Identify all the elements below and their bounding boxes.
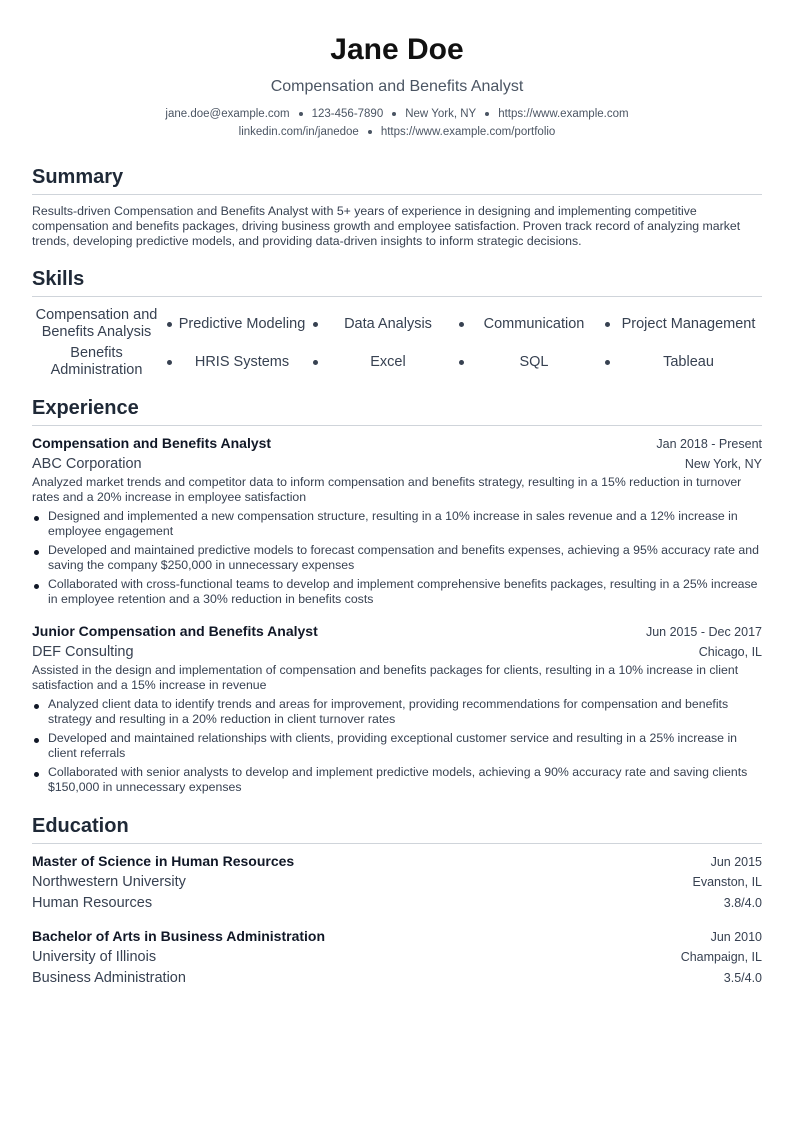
- separator-dot: [299, 112, 303, 116]
- list-item: [32, 765, 762, 795]
- contact-linkedin[interactable]: linkedin.com/in/janedoe: [238, 126, 359, 138]
- bullet-icon: [34, 772, 39, 777]
- education-school-row: [32, 872, 762, 893]
- bullet-text: Developed and maintained relationships with clients, providing exceptional customer service and resulting in a 25% increase in client referrals: [48, 731, 738, 760]
- job-company: DEF Consulting: [32, 644, 134, 660]
- skill-item: Data Analysis: [344, 315, 432, 332]
- education-location: Champaign, IL: [680, 950, 762, 964]
- summary-heading: Summary: [32, 166, 124, 188]
- section-divider: [32, 194, 762, 195]
- education-date: Jun 2010: [710, 930, 762, 944]
- bullet-text: Analyzed client data to identify trends and areas for improvement, providing recommendations for compensation and benefits strategy and resulting in a 20% reduction in client turnover rates: [48, 697, 729, 726]
- bullet-text: Designed and implemented a new compensation structure, resulting in a 10% increase in sales revenue and a 12% increase in employee engagement: [48, 509, 738, 538]
- skill-separator: [599, 305, 615, 343]
- bullet-text: Collaborated with cross-functional teams to develop and implement comprehensive benefits packages, resulting in a 25% increase in employee retention and a 30% reduction in benefits costs: [48, 577, 758, 606]
- education-gpa: 3.8/4.0: [723, 896, 762, 910]
- education-date: Jun 2015: [710, 855, 762, 869]
- resume-page: [32, 30, 762, 989]
- job-company: ABC Corporation: [32, 456, 142, 472]
- skills-grid: [32, 305, 762, 381]
- bullet-icon: [34, 584, 39, 589]
- job-location: New York, NY: [684, 457, 762, 471]
- contact-website[interactable]: https://www.example.com: [498, 108, 629, 120]
- skill-separator: [307, 305, 323, 343]
- experience-section: [32, 395, 762, 795]
- education-degree-row: [32, 851, 762, 872]
- education-field: Human Resources: [32, 895, 153, 911]
- skill-item: Communication: [483, 315, 585, 332]
- contact-line-2: [32, 123, 762, 141]
- job-dates: Jan 2018 - Present: [656, 437, 762, 451]
- skill-separator: [161, 343, 177, 381]
- education-degree: Bachelor of Arts in Business Administration: [32, 928, 326, 944]
- skill-separator: [453, 343, 469, 381]
- education-degree-row: [32, 926, 762, 947]
- skill-item: Predictive Modeling: [178, 315, 306, 332]
- list-item: [32, 731, 762, 761]
- separator-dot: [368, 130, 372, 134]
- job-entry: [32, 621, 762, 795]
- skill-item: SQL: [519, 353, 549, 370]
- skill-separator: [307, 343, 323, 381]
- resume-header: [32, 30, 762, 141]
- job-header: [32, 621, 762, 642]
- contact-phone[interactable]: 123-456-7890: [311, 108, 384, 120]
- skill-separator: [453, 305, 469, 343]
- education-entry: [32, 926, 762, 989]
- job-bullets: [32, 697, 762, 795]
- bullet-icon: [34, 516, 39, 521]
- separator-dot: [392, 112, 396, 116]
- contact-location: New York, NY: [405, 108, 477, 120]
- section-divider: [32, 425, 762, 426]
- education-entry: [32, 851, 762, 914]
- skill-separator: [161, 305, 177, 343]
- job-title: Compensation and Benefits Analyst: [32, 435, 272, 451]
- list-item: [32, 543, 762, 573]
- job-bullets: [32, 509, 762, 607]
- skill-item: Excel: [370, 353, 406, 370]
- skill-separator: [599, 343, 615, 381]
- contact-line-1: [32, 105, 762, 123]
- section-divider: [32, 843, 762, 844]
- job-location: Chicago, IL: [698, 645, 762, 659]
- education-field-row: [32, 968, 762, 989]
- list-item: [32, 509, 762, 539]
- experience-heading: Experience: [32, 397, 139, 419]
- list-item: [32, 577, 762, 607]
- bullet-icon: [34, 738, 39, 743]
- summary-section: [32, 164, 762, 249]
- bullet-icon: [34, 550, 39, 555]
- candidate-name: Jane Doe: [330, 33, 464, 66]
- candidate-title: Compensation and Benefits Analyst: [270, 78, 524, 95]
- job-company-row: [32, 642, 762, 663]
- skill-item: Tableau: [663, 353, 714, 370]
- separator-dot: [485, 112, 489, 116]
- skills-heading: Skills: [32, 268, 85, 290]
- job-title: Junior Compensation and Benefits Analyst: [32, 623, 318, 639]
- job-company-row: [32, 454, 762, 475]
- job-dates: Jun 2015 - Dec 2017: [645, 625, 762, 639]
- education-field-row: [32, 893, 762, 914]
- skill-item: Project Management: [621, 315, 756, 332]
- section-divider: [32, 296, 762, 297]
- job-entry: [32, 433, 762, 607]
- education-school: University of Illinois: [32, 949, 157, 965]
- bullet-text: Developed and maintained predictive models to forecast compensation and benefits expenses, achieving a 95% accuracy rate and saving the company $250,000 in unnecessary expenses: [48, 543, 759, 572]
- education-section: [32, 813, 762, 989]
- bullet-text: Collaborated with senior analysts to develop and implement predictive models, achieving a 90% accuracy rate and saving clients $150,000 in unnecessary expenses: [48, 765, 748, 794]
- education-field: Business Administration: [32, 970, 186, 986]
- education-gpa: 3.5/4.0: [723, 971, 762, 985]
- education-location: Evanston, IL: [692, 875, 762, 889]
- job-summary: Assisted in the design and implementation of compensation and benefits packages for clients, resulting in a 10% increase in client satisfaction and a 15% increase in revenue: [32, 663, 739, 692]
- summary-text: Results-driven Compensation and Benefits Analyst with 5+ years of experience in designing and implementing competitive compensation and benefits packages, driving business growth and employee satisfaction. Proven track record of analyzing market trends, developing predictive models, and providing data-driven insights to inform strategic decisions.: [32, 204, 741, 248]
- job-header: [32, 433, 762, 454]
- education-heading: Education: [32, 815, 129, 837]
- education-school-row: [32, 947, 762, 968]
- skill-item: Benefits Administration: [50, 345, 143, 378]
- job-summary: Analyzed market trends and competitor data to inform compensation and benefits strategy, resulting in a 15% reduction in turnover rates and a 20% increase in employee satisfaction: [32, 475, 742, 504]
- contact-email[interactable]: jane.doe@example.com: [165, 108, 290, 120]
- contact-portfolio[interactable]: https://www.example.com/portfolio: [380, 126, 556, 138]
- education-degree: Master of Science in Human Resources: [32, 853, 295, 869]
- education-school: Northwestern University: [32, 874, 186, 890]
- skill-item: Compensation and Benefits Analysis: [35, 307, 158, 340]
- skills-section: [32, 266, 762, 381]
- bullet-icon: [34, 704, 39, 709]
- list-item: [32, 697, 762, 727]
- skill-item: HRIS Systems: [194, 353, 290, 370]
